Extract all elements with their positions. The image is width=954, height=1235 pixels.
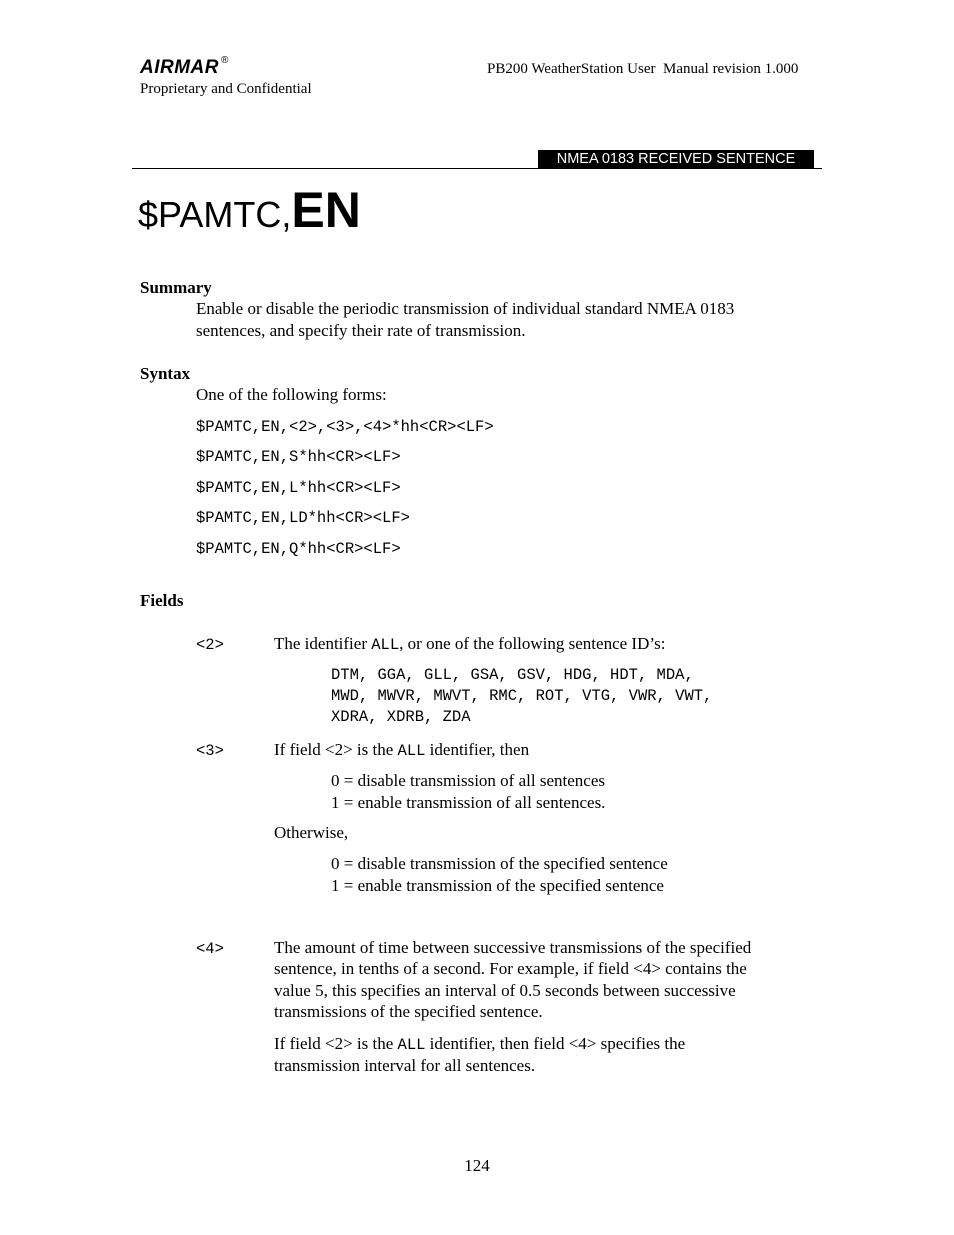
section-tag: NMEA 0183 RECEIVED SENTENCE [538, 150, 814, 169]
field-2-code: ALL [371, 636, 400, 654]
title-code: EN [291, 182, 361, 238]
field-2-text-a: The identifier [274, 634, 372, 653]
fields-heading: Fields [140, 591, 184, 610]
syntax-form: $PAMTC,EN,S*hh<CR><LF> [196, 448, 401, 466]
field-4-last-line: transmission interval for all sentences. [274, 1056, 536, 1075]
sentence-id-line: DTM, GGA, GLL, GSA, GSV, HDG, HDT, MDA, [331, 666, 694, 684]
field-3-otherwise: Otherwise, [274, 823, 349, 842]
syntax-form: $PAMTC,EN,Q*hh<CR><LF> [196, 540, 401, 558]
field-4-line: value 5, this specifies an interval of 0.5 seconds between successive [274, 981, 736, 1000]
field-3-spec-1: 1 = enable transmission of the specified sentence [331, 876, 664, 895]
syntax-intro: One of the following forms: [196, 385, 387, 404]
field-3-text-a: If field <2> is the [274, 740, 398, 759]
manual-title: PB200 WeatherStation User Manual revision 1.000 [487, 61, 799, 77]
field-3-description [274, 739, 529, 762]
field-label-2: <2> [196, 636, 224, 654]
field-4-line: sentence, in tenths of a second. For example, if field <4> contains the [274, 959, 747, 978]
field-4-line: transmissions of the specified sentence. [274, 1002, 543, 1021]
sentence-id-line: MWD, MWVR, MWVT, RMC, ROT, VTG, VWR, VWT, [331, 687, 713, 705]
field-2-text-b: , or one of the following sentence ID’s: [399, 634, 666, 653]
syntax-form: $PAMTC,EN,LD*hh<CR><LF> [196, 509, 410, 527]
syntax-heading: Syntax [140, 364, 191, 383]
field-2-description [274, 633, 665, 656]
field-label-3: <3> [196, 742, 224, 760]
page-number: 124 [464, 1156, 490, 1175]
summary-heading: Summary [140, 278, 212, 297]
field-3-all-0: 0 = disable transmission of all sentences [331, 771, 605, 790]
field-3-code: ALL [397, 742, 426, 760]
confidential-note: Proprietary and Confidential [140, 81, 312, 97]
brand-logo [140, 57, 229, 79]
brand-name: AIRMAR [140, 57, 219, 78]
field-3-all-1: 1 = enable transmission of all sentences. [331, 793, 606, 812]
title-prefix: $PAMTC, [138, 194, 292, 235]
syntax-form: $PAMTC,EN,<2>,<3>,<4>*hh<CR><LF> [196, 418, 494, 436]
field-label-4: <4> [196, 940, 224, 958]
registered-mark: ® [221, 55, 229, 66]
summary-line-2: sentences, and specify their rate of transmission. [196, 321, 526, 340]
header-rule [132, 168, 822, 169]
field-4-line: The amount of time between successive transmissions of the specified [274, 938, 752, 957]
field-3-text-b: identifier, then [425, 740, 530, 759]
sentence-id-line: XDRA, XDRB, ZDA [331, 708, 471, 726]
field-4-all-note [274, 1033, 685, 1056]
field-4-code: ALL [397, 1036, 426, 1054]
field-4-text-b: identifier, then field <4> specifies the [425, 1034, 686, 1053]
page-title [138, 182, 361, 238]
field-3-spec-0: 0 = disable transmission of the specified sentence [331, 854, 668, 873]
summary-line-1: Enable or disable the periodic transmission of individual standard NMEA 0183 [196, 299, 735, 318]
syntax-form: $PAMTC,EN,L*hh<CR><LF> [196, 479, 401, 497]
field-4-text-a: If field <2> is the [274, 1034, 398, 1053]
